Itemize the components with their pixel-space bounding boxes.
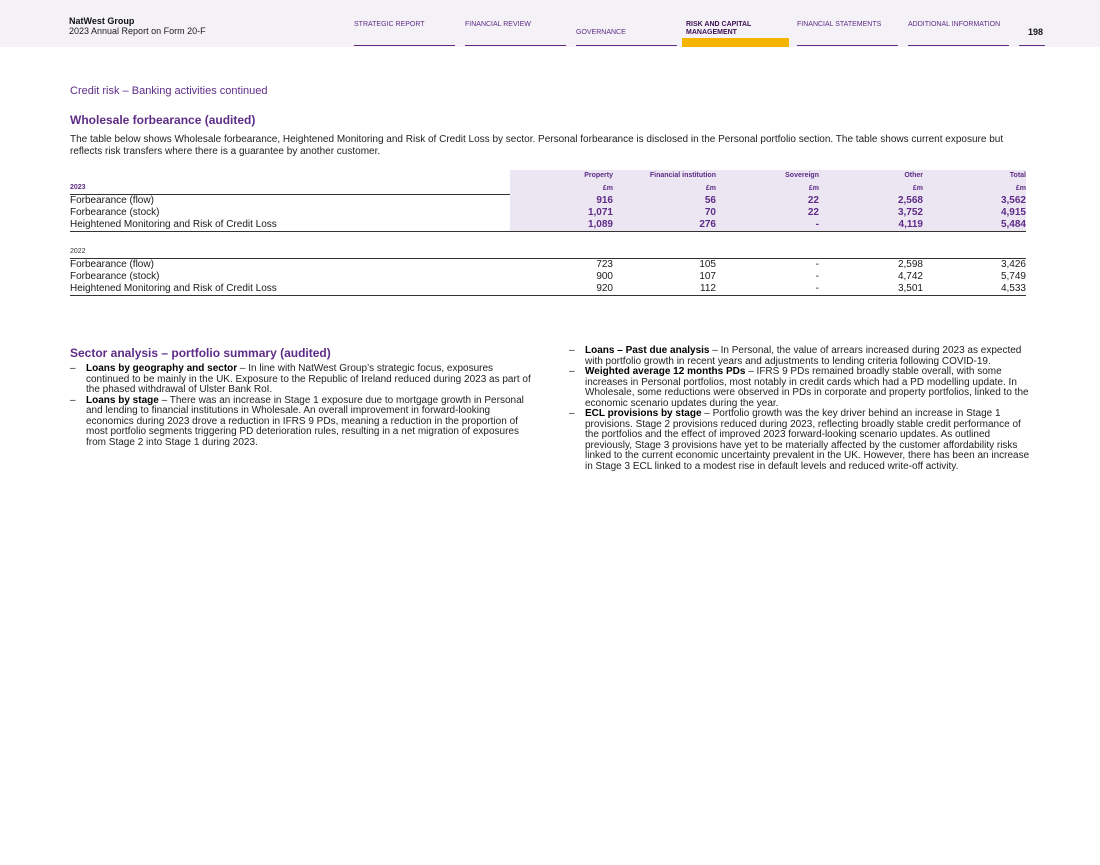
list-item: [70, 396, 532, 449]
cell-value: 112: [613, 283, 716, 296]
row-label: Forbearance (flow): [70, 195, 154, 206]
table-row: [70, 195, 1026, 208]
cell-value: 4,742: [897, 271, 923, 282]
left-column: [70, 364, 532, 448]
year-label-2022: 2022: [70, 246, 510, 259]
report-title: 2023 Annual Report on Form 20-F: [69, 26, 206, 36]
section-title: Wholesale forbearance (audited): [70, 113, 256, 127]
bullet-title: ECL provisions by stage: [585, 408, 702, 419]
col-header-other: Other: [819, 170, 923, 182]
nav-additional-information[interactable]: ADDITIONAL INFORMATION: [908, 21, 1001, 28]
cell-value: 1,071: [510, 207, 613, 219]
bullet-title: Weighted average 12 months PDs: [585, 366, 746, 377]
nav-financial-review[interactable]: FINANCIAL REVIEW: [465, 21, 531, 28]
col-header-sovereign: Sovereign: [716, 170, 819, 182]
cell-value: -: [716, 283, 819, 296]
cell-value: 107: [699, 271, 716, 282]
bullet-title: Loans by stage: [86, 394, 159, 406]
nav-underline: [1019, 45, 1045, 46]
table-row: [70, 271, 1026, 283]
unit-label: £m: [716, 182, 819, 195]
cell-value: 5,749: [1000, 271, 1026, 282]
row-label: Heightened Monitoring and Risk of Credit Loss: [70, 219, 510, 232]
bullet-dash: –: [569, 366, 575, 377]
table-row: [70, 283, 1026, 296]
page-number: 198: [1028, 27, 1044, 37]
cell-value: 3,752: [819, 207, 923, 219]
col-header-property: Property: [510, 170, 613, 182]
table-row: [70, 259, 1026, 272]
nav-underline: [465, 45, 566, 46]
list-item: [569, 367, 1031, 409]
cell-value: 22: [716, 207, 819, 219]
cell-value: -: [815, 259, 819, 270]
cell-value: 1,089: [510, 219, 613, 232]
list-item: [569, 346, 1031, 367]
year-label-2023: 2023: [70, 182, 510, 195]
right-column: [569, 346, 1031, 472]
cell-value: 3,562: [923, 195, 1026, 208]
nav-financial-statements[interactable]: FINANCIAL STATEMENTS: [797, 21, 882, 28]
bullet-dash: –: [569, 408, 575, 419]
nav-risk-capital-management[interactable]: RISK AND CAPITAL MANAGEMENT: [686, 21, 752, 36]
nav-underline: [908, 45, 1009, 46]
cell-value: 3,501: [819, 283, 923, 296]
nav-strategic-report[interactable]: STRATEGIC REPORT: [354, 21, 425, 28]
cell-value: 70: [613, 207, 716, 219]
table-corner: [70, 170, 510, 182]
row-label: Heightened Monitoring and Risk of Credit Loss: [70, 283, 510, 296]
brand: [69, 16, 206, 36]
nav-governance[interactable]: GOVERNANCE: [576, 29, 626, 36]
unit-label: £m: [923, 182, 1026, 195]
sector-analysis-title: Sector analysis – portfolio summary (audited): [70, 346, 331, 360]
cell-value: 276: [613, 219, 716, 232]
intro-paragraph: The table below shows Wholesale forbearance, Heightened Monitoring and Risk of Credit Loss by sector. Personal forbearance is disclosed in the Personal portfolio section. The table shows current exposure but reflects risk transfers where there is a guarantee by another customer.: [70, 134, 1004, 157]
col-header-financial-institution: Financial institution: [613, 170, 716, 182]
cell-value: 56: [613, 195, 716, 208]
cell-value: 916: [510, 195, 613, 208]
cell-value: 22: [716, 195, 819, 208]
cell-value: -: [716, 219, 819, 232]
bullet-text: – IFRS 9 PDs remained broadly stable overall, with some increases in Personal portfolios, most notably in credit cards which had a PD modelling update. In Wholesale, some reductions were observed in PDs in corporate and property portfolios, linked to the economic scenario updates during the year.: [585, 366, 1029, 409]
row-label: Forbearance (stock): [70, 271, 160, 282]
bullet-title: Loans – Past due analysis: [585, 345, 710, 356]
list-item: [569, 409, 1031, 472]
unit-label: £m: [613, 182, 716, 195]
cell-value: 105: [699, 259, 716, 270]
forbearance-table: [70, 170, 1026, 296]
cell-value: 4,915: [923, 207, 1026, 219]
bullet-dash: –: [70, 363, 76, 374]
col-header-total: Total: [923, 170, 1026, 182]
bullet-text: – In line with NatWest Group’s strategic focus, exposures continued to be mainly in the UK. Exposure to the Republic of Ireland reduced during 2023 as part of the phased withdrawal of Ulster Bank RoI.: [86, 363, 531, 395]
bullet-title: Loans by geography and sector: [86, 363, 238, 374]
bullet-dash: –: [70, 394, 76, 406]
table-row: [70, 207, 1026, 219]
cell-value: 2,568: [819, 195, 923, 208]
table-row: [70, 219, 1026, 232]
breadcrumb: Credit risk – Banking activities continued: [70, 85, 268, 97]
page-header: [0, 0, 1100, 47]
unit-label: £m: [819, 182, 923, 195]
cell-value: -: [815, 271, 819, 282]
bullet-text: – Portfolio growth was the key driver behind an increase in Stage 1 provisions. Stage 2 provisions reduced during 2023, reflecting broadly stable credit performance of the portfolios and the effect of improved 2023 forward-looking scenario updates. As outlined previously, Stage 3 provisions have yet to be materially affected by the customer affordability risks linked to the current economic uncertainty prevalent in the UK. However, there has been an increase in Stage 3 ECL linked to a modest rise in default levels and reduced write-off activity.: [585, 408, 1030, 472]
cell-value: 4,533: [923, 283, 1026, 296]
cell-value: 4,119: [819, 219, 923, 232]
nav-underline: [354, 45, 455, 46]
unit-label: £m: [510, 182, 613, 195]
nav-active-indicator: [682, 38, 789, 47]
cell-value: 920: [510, 283, 613, 296]
company-name: NatWest Group: [69, 16, 135, 26]
bullet-dash: –: [569, 345, 575, 356]
list-item: [70, 364, 532, 396]
nav-underline: [797, 45, 898, 46]
row-label: Forbearance (flow): [70, 259, 154, 270]
nav-underline: [576, 45, 677, 46]
cell-value: 723: [596, 259, 613, 270]
cell-value: 5,484: [923, 219, 1026, 232]
cell-value: 900: [596, 271, 613, 282]
bullet-text: – In Personal, the value of arrears increased during 2023 as expected with portfolio growth in recent years and adjustments to lending criteria following COVID-19.: [585, 345, 1022, 367]
bullet-text: – There was an increase in Stage 1 exposure due to mortgage growth in Personal and lending to financial institutions in Wholesale. An overall improvement in forward-looking economics during 2023 drove a reduction in IFRS 9 PDs, meaning a reduction in the proportion of most portfolio segments triggering PD deterioration rules, resulting in a net migration of exposures from Stage 2 into Stage 1 during 2023.: [86, 394, 524, 448]
cell-value: 3,426: [1000, 259, 1026, 270]
row-label: Forbearance (stock): [70, 207, 160, 218]
cell-value: 2,598: [897, 259, 923, 270]
